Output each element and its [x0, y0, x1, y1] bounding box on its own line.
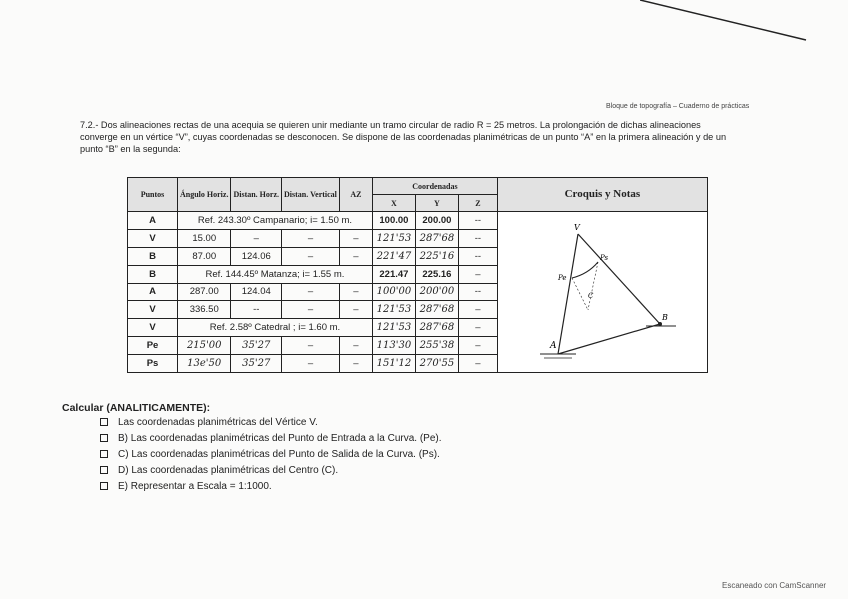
cell-az: –: [339, 337, 372, 355]
cell-dv: –: [282, 229, 340, 247]
cell-x: 151'12: [372, 355, 415, 373]
cell-punto: Pe: [128, 337, 178, 355]
cell-dv: –: [282, 301, 340, 319]
scanner-watermark: Escaneado con CamScanner: [722, 581, 827, 590]
cell-y: 255'38: [415, 337, 458, 355]
cell-y: 270'55: [415, 355, 458, 373]
cell-punto: B: [128, 247, 178, 265]
cell-x: 121'53: [372, 319, 415, 337]
cell-angulo: 13e'50: [178, 355, 231, 373]
list-item: [100, 431, 442, 447]
cell-z: --: [458, 212, 497, 230]
cell-punto: V: [128, 301, 178, 319]
checkbox-icon: [100, 450, 108, 458]
cell-z: --: [458, 247, 497, 265]
col-distan-horiz: Distan. Horz.: [231, 178, 282, 212]
list-item: [100, 447, 442, 463]
sketch-label-c: C: [587, 292, 594, 300]
cell-az: –: [339, 283, 372, 301]
cell-angulo: 215'00: [178, 337, 231, 355]
cell-punto: A: [128, 212, 178, 230]
cell-y: 225.16: [415, 265, 458, 283]
cell-y: 287'68: [415, 319, 458, 337]
cell-dv: –: [282, 337, 340, 355]
sketch: [500, 212, 705, 372]
scan-edge-line: [640, 0, 848, 45]
cell-y: 225'16: [415, 247, 458, 265]
checkbox-icon: [100, 434, 108, 442]
cell-punto: V: [128, 229, 178, 247]
cell-angulo: 287.00: [178, 283, 231, 301]
alignment-a-b: [558, 324, 660, 354]
checkbox-icon: [100, 466, 108, 474]
task-text: E) Representar a Escala = 1:1000.: [118, 481, 272, 492]
cell-z: –: [458, 319, 497, 337]
cell-x: 221.47: [372, 265, 415, 283]
cell-punto: B: [128, 265, 178, 283]
table-row: [128, 212, 708, 230]
cell-dv: –: [282, 355, 340, 373]
cell-punto: V: [128, 319, 178, 337]
cell-ref: Ref. 243.30º Campanario; i= 1.50 m.: [178, 212, 373, 230]
col-z: Z: [458, 195, 497, 212]
calc-title: Calcular (ANALITICAMENTE):: [62, 402, 211, 414]
cell-punto: A: [128, 283, 178, 301]
alignment-a-v: [558, 234, 578, 354]
sketch-cell: [497, 212, 707, 373]
list-item: [100, 463, 442, 479]
alignment-v-b: [578, 234, 660, 324]
col-croquis: Croquis y Notas: [497, 178, 707, 212]
cell-dh: –: [231, 229, 282, 247]
task-text: B) Las coordenadas planimétricas del Punto de Entrada a la Curva. (Pe).: [118, 433, 442, 444]
survey-table: [127, 177, 708, 373]
col-y: Y: [415, 195, 458, 212]
task-text: C) Las coordenadas planimétricas del Punto de Salida de la Curva. (Ps).: [118, 449, 440, 460]
task-text: D) Las coordenadas planimétricas del Centro (C).: [118, 465, 339, 476]
col-az: AZ: [339, 178, 372, 212]
cell-z: –: [458, 265, 497, 283]
cell-angulo: 87.00: [178, 247, 231, 265]
col-distan-vert: Distan. Vertical: [282, 178, 340, 212]
cell-punto: Ps: [128, 355, 178, 373]
cell-dv: –: [282, 283, 340, 301]
cell-x: 113'30: [372, 337, 415, 355]
radius-1: [572, 278, 588, 310]
cell-dh: --: [231, 301, 282, 319]
cell-az: –: [339, 247, 372, 265]
cell-angulo: 336.50: [178, 301, 231, 319]
col-x: X: [372, 195, 415, 212]
sketch-label-a: A: [549, 341, 557, 351]
cell-dh: 124.04: [231, 283, 282, 301]
cell-x: 221'47: [372, 247, 415, 265]
checkbox-icon: [100, 482, 108, 490]
cell-z: --: [458, 283, 497, 301]
cell-y: 287'68: [415, 229, 458, 247]
curve-arc: [572, 262, 598, 278]
cell-z: –: [458, 337, 497, 355]
intro-line-1: 7.2.- Dos alineaciones rectas de una acequia se quieren unir mediante un tramo circular de radio R = 25 metros. La prolongación de dichas alineaciones: [80, 120, 701, 130]
cell-x: 121'53: [372, 301, 415, 319]
cell-az: –: [339, 355, 372, 373]
intro-line-3: punto “B” en la segunda:: [80, 144, 181, 154]
checkbox-icon: [100, 418, 108, 426]
cell-dh: 124.06: [231, 247, 282, 265]
cell-az: –: [339, 301, 372, 319]
list-item: [100, 415, 442, 431]
cell-z: --: [458, 229, 497, 247]
cell-z: –: [458, 355, 497, 373]
cell-x: 100'00: [372, 283, 415, 301]
cell-x: 100.00: [372, 212, 415, 230]
cell-y: 287'68: [415, 301, 458, 319]
cell-dh: 35'27: [231, 355, 282, 373]
cell-z: –: [458, 301, 497, 319]
cell-dh: 35'27: [231, 337, 282, 355]
sketch-label-v: V: [573, 223, 580, 232]
cell-ref: Ref. 2.58º Catedral ; i= 1.60 m.: [178, 319, 373, 337]
series-label: Bloque de topografía – Cuaderno de prácticas: [606, 103, 750, 110]
cell-ref: Ref. 144.45º Matanza; i= 1.55 m.: [178, 265, 373, 283]
cell-y: 200'00: [415, 283, 458, 301]
cell-az: –: [339, 229, 372, 247]
col-puntos: Puntos: [128, 178, 178, 212]
task-text: Las coordenadas planimétricas del Vértice V.: [118, 417, 318, 428]
sketch-label-b: B: [661, 313, 668, 322]
cell-dv: –: [282, 247, 340, 265]
task-list: [100, 415, 442, 495]
problem-statement: [80, 119, 795, 155]
sketch-label-pe: Pe: [557, 274, 567, 282]
sketch-label-ps: Ps: [599, 254, 609, 262]
cell-x: 121'53: [372, 229, 415, 247]
intro-line-2: converge en un vértice “V”, cuyas coordenadas se desconocen. Se dispone de las coordenadas planimétricas de un punto “A” en la primera alineación y de un: [80, 132, 727, 142]
col-coordenadas: Coordenadas: [372, 178, 497, 195]
cell-angulo: 15.00: [178, 229, 231, 247]
cell-y: 200.00: [415, 212, 458, 230]
radius-2: [588, 262, 598, 310]
list-item: [100, 479, 442, 495]
col-angulo: Ángulo Horiz.: [178, 178, 231, 212]
